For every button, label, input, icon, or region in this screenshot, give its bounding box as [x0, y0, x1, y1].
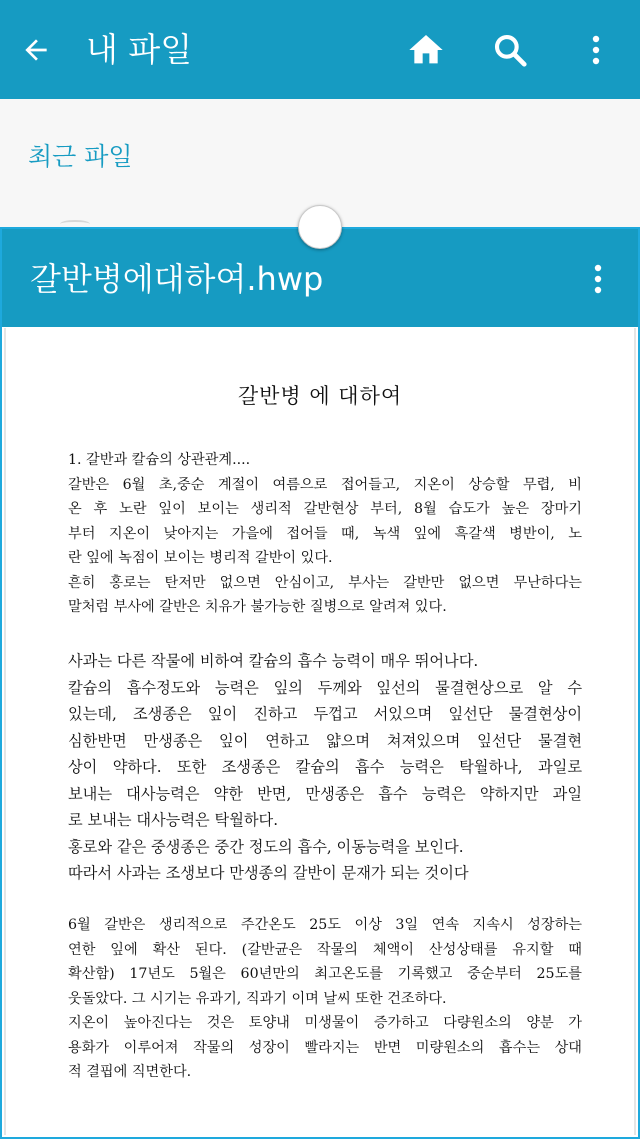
paragraph-3 — [68, 913, 582, 1085]
text-line: 용화가 이루어져 작물의 성장이 빨라지는 반면 미량원소의 흡수는 상대 — [68, 1039, 582, 1056]
viewer-more-icon[interactable] — [578, 255, 618, 303]
text-line: 적 결핍에 직면한다. — [68, 1064, 192, 1080]
text-line: 심한반면 만생종은 잎이 연하고 얇으며 쳐져있으며 잎선단 물결현 — [68, 731, 582, 750]
text-line: 보내는 대사능력은 약한 반면, 만생종은 흡수 능력은 약하지만 과일 — [68, 784, 582, 803]
drag-handle[interactable] — [298, 205, 342, 249]
text-line: 말처럼 부사에 갈반은 치유가 불가능한 질병으로 알려져 있다. — [68, 599, 447, 615]
back-arrow-icon[interactable] — [14, 28, 58, 72]
recent-files-label: 최근 파일 — [28, 142, 133, 171]
text-line: 1. 갈반과 칼슘의 상관관계.... — [68, 452, 251, 468]
home-icon[interactable] — [402, 26, 450, 74]
text-line: 로 보내는 대사능력은 탁월하다. — [68, 811, 279, 829]
text-line: 갈반은 6월 초,중순 계절이 여름으로 접어들고, 지온이 상승할 무렵, 비 — [68, 476, 582, 493]
text-line: 지온이 높아진다는 것은 토양내 미생물이 증가하고 다량원소의 양분 가 — [68, 1015, 582, 1031]
text-line: 란 잎에 녹점이 보이는 병리적 갈반이 있다. — [68, 550, 333, 566]
document-preview[interactable] — [4, 328, 636, 1135]
more-vert-icon[interactable] — [576, 26, 616, 74]
text-line: 흔히 홍로는 탄저만 없으면 안심이고, 부사는 갈반만 없으면 무난하다는 — [68, 574, 582, 591]
search-icon[interactable] — [486, 26, 534, 74]
app-bar — [0, 0, 640, 99]
file-name: 갈반병에대하여.hwp — [30, 260, 324, 298]
text-line: 상이 약하다. 또한 조생종은 칼슘의 흡수 능력은 탁월하나, 과일로 — [68, 758, 582, 776]
paragraph-1 — [68, 448, 582, 620]
text-line: 칼슘의 흡수정도와 능력은 잎의 두께와 잎선의 물결현상으로 알 수 — [68, 678, 582, 697]
text-line: 사과는 다른 작물에 비하여 칼슘의 흡수 능력이 매우 뛰어나다. — [68, 652, 479, 670]
page-title: 내 파일 — [86, 30, 193, 69]
text-line: 있는데, 조생종은 잎이 진하고 두껍고 서있으며 잎선단 물결현상이 — [68, 705, 582, 723]
text-line: 홍로와 같은 중생종은 중간 정도의 흡수, 이동능력을 보인다. — [68, 837, 464, 856]
paragraph-2 — [68, 648, 582, 887]
text-line: 온 후 노란 잎이 보이는 생리적 갈반현상 부터, 8월 습도가 높은 장마기 — [68, 501, 582, 517]
text-line: 웃돌았다. 그 시기는 유과기, 직과기 이며 날씨 또한 건조하다. — [68, 990, 447, 1007]
text-line: 확산함) 17년도 5월은 60년만의 최고온도를 기록했고 중순부터 25도를 — [68, 966, 582, 982]
file-viewer-panel — [0, 227, 640, 1139]
text-line: 따라서 사과는 조생보다 만생종의 갈반이 문재가 되는 것이다 — [68, 864, 469, 882]
text-line: 부터 지온이 낮아지는 가을에 접어들 때, 녹색 잎에 흑갈색 병반이, 노 — [68, 525, 582, 542]
document-title: 갈반병 에 대하여 — [237, 384, 403, 408]
text-line: 6월 갈반은 생리적으로 주간온도 25도 이상 3일 연속 지속시 성장하는 — [68, 917, 582, 933]
text-line: 연한 잎에 확산 된다. (갈반균은 작물의 체액이 산성상태를 유지할 때 — [68, 941, 582, 958]
